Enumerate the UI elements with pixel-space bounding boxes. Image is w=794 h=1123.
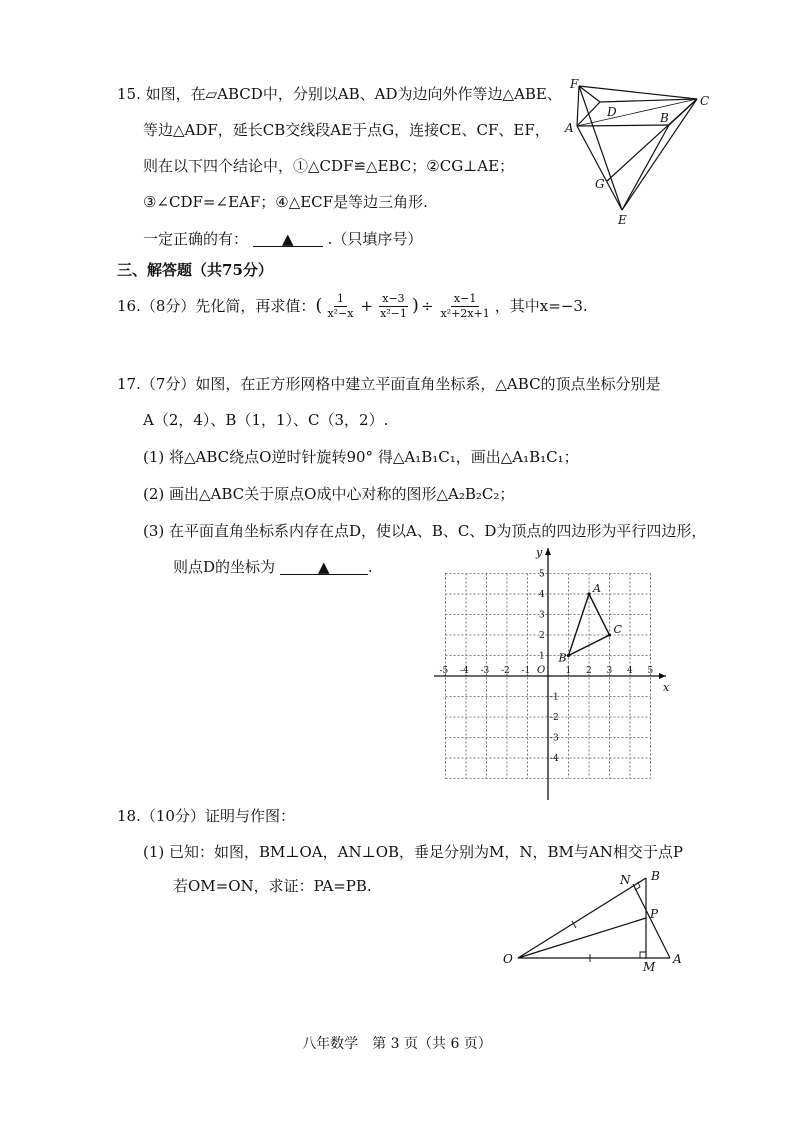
y-tick-label: 3: [539, 610, 545, 621]
point-label-A: A: [593, 582, 601, 595]
q16-open-paren: (: [315, 295, 323, 316]
q15-blank-mark: ▲: [282, 230, 294, 248]
q16-f3-numerator: x−1: [451, 292, 479, 307]
q16-prefix: 16.（8分）先化简，再求值：: [117, 297, 316, 315]
x-tick-label: 3: [606, 666, 613, 676]
q18-title: 18.（10分）证明与作图：: [117, 807, 295, 825]
label-N: N: [620, 873, 631, 887]
q16-line: [117, 288, 588, 323]
q16-f2-denominator: x²−1: [380, 306, 407, 320]
seg-OB: [518, 878, 646, 958]
seg-BE: [622, 125, 669, 210]
label-D: D: [607, 105, 617, 119]
q15-number: 15.: [117, 85, 141, 103]
page-footer: 八年数学 第 3 页（共 6 页）: [302, 1036, 492, 1052]
x-axis-label: x: [663, 681, 670, 694]
y-axis-arrow: [545, 548, 551, 555]
q15-answer-prefix: 一定正确的有：: [143, 230, 249, 248]
q16-f1-denominator: x²−x: [327, 306, 354, 320]
seg-AB: [577, 125, 669, 126]
point-B: [567, 654, 570, 657]
q16-f2-numerator: x−3: [379, 292, 407, 307]
grid-tick-labels: [440, 570, 654, 765]
seg-AD: [577, 102, 600, 126]
label-B: B: [660, 111, 669, 125]
point-C: [608, 633, 611, 636]
x-tick-label: 1: [565, 666, 572, 676]
label-A: A: [565, 121, 574, 135]
q15-line3: 则在以下四个结论中，①△CDF≌△EBC；②CG⊥AE；: [143, 157, 515, 175]
q16-f3-denominator: x²+2x+1: [440, 306, 490, 320]
y-tick-label: -3: [550, 733, 559, 744]
q16-close-paren: ): [411, 295, 419, 316]
y-tick-label: 1: [539, 651, 545, 662]
x-tick-label: -4: [460, 666, 469, 676]
q16-suffix: ，其中x=−3.: [494, 297, 588, 315]
y-tick-label: 4: [539, 590, 545, 600]
x-tick-label: -3: [480, 666, 490, 676]
x-axis-arrow: [659, 673, 666, 679]
y-tick-label: -4: [550, 754, 559, 764]
q17-item3: (3) 在平面直角坐标系内存在点D，使以A、B、C、D为顶点的四边形为平行四边形，: [143, 522, 707, 540]
q17-blank-mark: ▲: [318, 558, 330, 576]
y-tick-label: -1: [550, 692, 559, 703]
y-tick-label: -2: [550, 713, 559, 723]
point-label-C: C: [613, 623, 622, 636]
label-O: O: [503, 952, 513, 966]
point-A: [587, 592, 590, 595]
q15-answer-line: [143, 229, 422, 249]
seg-CG: [607, 99, 697, 181]
label-C: C: [700, 94, 710, 108]
label-M: M: [643, 960, 656, 974]
q18-sub1-line1: (1) 已知：如图，BM⊥OA，AN⊥OB，垂足分别为M，N，BM与AN相交于点P: [143, 843, 683, 861]
q17-coordinate-grid: [430, 544, 680, 804]
q16-fraction-2: [377, 292, 410, 321]
y-axis-label: y: [536, 546, 543, 559]
y-tick-label: 5: [539, 569, 545, 580]
seg-FC: [579, 86, 697, 99]
q17-item1: (1) 将△ABC绕点O逆时针旋转90° 得△A₁B₁C₁，画出△A₁B₁C₁；: [143, 448, 579, 466]
label-B: B: [651, 869, 660, 883]
x-tick-label: 5: [647, 666, 654, 676]
q16-fraction-3: [438, 292, 493, 321]
q15-figure: [562, 74, 722, 234]
q16-divide: ÷: [420, 297, 434, 315]
q15-line1: [117, 84, 562, 104]
q16-fraction-1: [324, 292, 356, 321]
q16-plus: +: [360, 297, 374, 315]
seg-AE: [577, 126, 622, 210]
label-P: P: [650, 907, 659, 921]
q17-answer-blank[interactable]: [280, 560, 368, 575]
seg-FA: [577, 86, 579, 126]
label-F: F: [570, 77, 579, 91]
x-tick-label: 2: [586, 666, 592, 676]
q17-item3b-prefix: 则点D的坐标为: [173, 558, 276, 576]
origin-label: O: [537, 665, 546, 676]
q17-item3b-suffix: .: [367, 558, 373, 576]
label-A: A: [673, 952, 682, 966]
q18-sub1-line2: 若OM=ON，求证：PA=PB.: [173, 877, 372, 895]
q17-item2: (2) 画出△ABC关于原点O成中心对称的图形△A₂B₂C₂；: [143, 485, 515, 503]
seg-AC-faint: [577, 99, 697, 126]
seg-OP: [518, 918, 646, 958]
seg-AN: [633, 884, 670, 958]
x-tick-label: -1: [521, 666, 531, 676]
section-3-heading: 三、解答题（共75分）: [117, 261, 273, 279]
q15-line4: ③∠CDF=∠EAF；④△ECF是等边三角形.: [143, 193, 428, 211]
right-angle-M: [640, 952, 646, 958]
x-tick-label: 4: [627, 666, 633, 676]
x-tick-label: -2: [501, 666, 510, 676]
y-tick-label: 2: [539, 631, 545, 641]
point-label-B: B: [558, 651, 567, 665]
label-E: E: [618, 213, 627, 227]
q17-line2: A（2，4）、B（1，1）、C（3，2）.: [143, 411, 389, 429]
q16-f1-numerator: 1: [334, 292, 347, 307]
q17-item3b: [173, 557, 373, 577]
q15-text-1: 如图，在▱ABCD中，分别以AB、AD为边向外作等边△ABE、: [145, 85, 562, 103]
q15-answer-blank[interactable]: [253, 232, 323, 247]
q17-line1: 17.（7分）如图，在正方形网格中建立平面直角坐标系，△ABC的顶点坐标分别是: [117, 375, 661, 393]
q15-answer-suffix: .（只填序号）: [327, 230, 423, 248]
seg-DC: [600, 99, 697, 102]
q18-figure: [498, 866, 698, 976]
q15-line2: 等边△ADF，延长CB交线段AE于点G，连接CE、CF、EF，: [143, 121, 550, 139]
label-G: G: [595, 177, 605, 191]
x-tick-label: -5: [439, 666, 449, 676]
